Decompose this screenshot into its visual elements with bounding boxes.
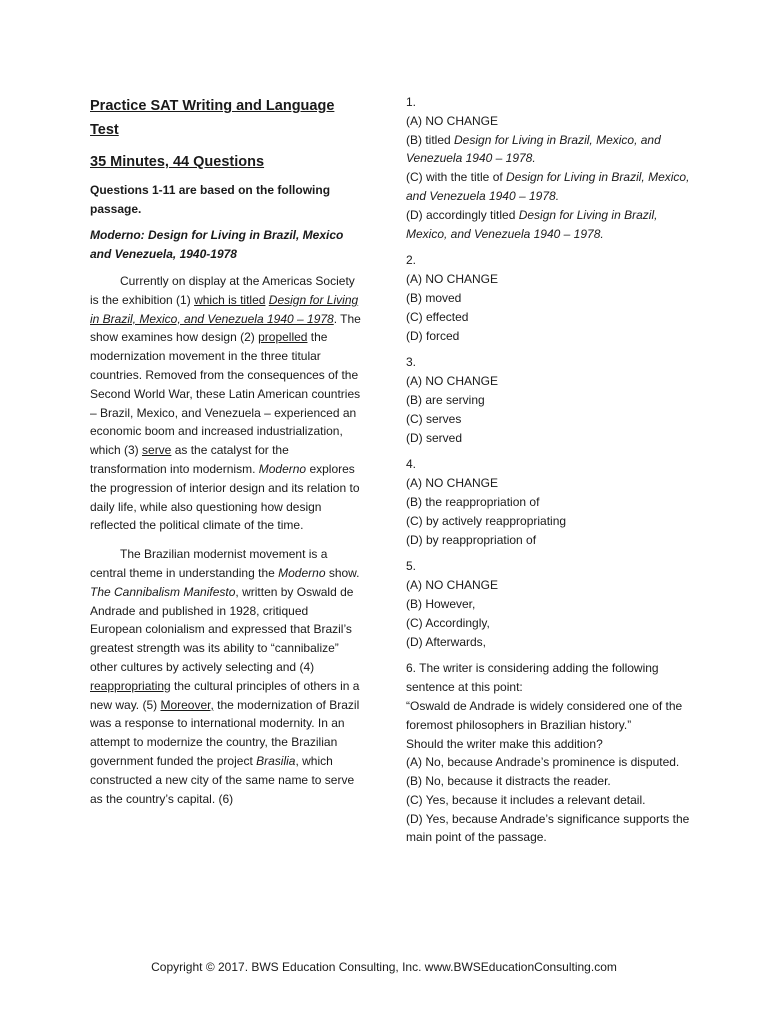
answer-choice: (B) moved <box>406 290 462 305</box>
right-column <box>406 93 698 855</box>
answer-choice: (C) serves <box>406 411 462 426</box>
question-2: 2. (A) NO CHANGE (B) moved (C) effected (D) forced <box>406 251 698 345</box>
copyright-footer: Copyright © 2017. BWS Education Consulting, Inc. www.BWSEducationConsulting.com <box>151 960 617 974</box>
underlined-phrase-2: propelled <box>258 330 308 345</box>
underlined-phrase-3: serve <box>142 443 172 458</box>
passage-intro: Questions 1-11 are based on the following passage. <box>90 183 331 216</box>
question-prompt: Should the writer make this addition? <box>406 736 603 751</box>
answer-choice: (D) accordingly titled Design for Living in Brazil, Mexico, and Venezuela 1940 – 1978. <box>406 207 658 241</box>
question-3: 3. (A) NO CHANGE (B) are serving (C) serves (D) served <box>406 353 698 447</box>
answer-choice: (A) NO CHANGE <box>406 113 499 128</box>
answer-choice: (C) Yes, because it includes a relevant detail. <box>406 792 646 807</box>
left-column <box>90 94 362 818</box>
answer-choice: (B) titled Design for Living in Brazil, Mexico, and Venezuela 1940 – 1978. <box>406 132 661 166</box>
question-5: 5. (A) NO CHANGE (B) However, (C) Accordingly, (D) Afterwards, <box>406 557 698 651</box>
underlined-phrase-5: Moreover, <box>160 697 214 712</box>
exhibition-title: Design for Living in Brazil, Mexico, and Venezuela 1940 – 1978 <box>90 292 359 326</box>
answer-choice: (B) However, <box>406 596 476 611</box>
answer-choice: (A) NO CHANGE <box>406 578 499 593</box>
answer-choice: (D) Afterwards, <box>406 634 487 649</box>
underlined-phrase-4: reappropriating <box>90 678 171 693</box>
answer-choice: (C) Accordingly, <box>406 615 490 630</box>
answer-choice: (D) served <box>406 430 463 445</box>
answer-choice: (A) No, because Andrade’s prominence is disputed. <box>406 755 680 770</box>
question-4: 4. (A) NO CHANGE (B) the reappropriation of (C) by actively reappropriating (D) by reappropriation of <box>406 455 698 549</box>
passage-title: Moderno: Design for Living in Brazil, Mexico and Venezuela, 1940-1978 <box>90 228 344 261</box>
question-6 <box>406 659 698 847</box>
answer-choice: (D) forced <box>406 328 460 343</box>
answer-choice: (C) with the title of Design for Living in Brazil, Mexico, and Venezuela 1940 – 1978. <box>406 170 690 203</box>
answer-choice: (D) by reappropriation of <box>406 532 537 547</box>
question-1: 1. (A) NO CHANGE (B) titled Design for Living in Brazil, Mexico, and Venezuela 1940 – 1978. (C) with the title of Design for Living in Brazil, Mexico, and Venezuela 1940 – 1978. (D) accordingly titled Design for Living in Brazil, Mexico, and Venezuela 1940 – 1978. <box>406 93 698 243</box>
answer-choice: (A) NO CHANGE <box>406 374 499 389</box>
answer-choice: (C) by actively reappropriating <box>406 513 567 528</box>
answer-choice: (A) NO CHANGE <box>406 272 499 287</box>
answer-choice: (B) the reappropriation of <box>406 494 540 509</box>
passage-paragraph-1: Currently on display at the Americas Society is the exhibition (1) which is titled Design for Living in Brazil, Mexico, and Venezuela 1940 – 1978. The show examines how design (2) propelled the modernization movement in the three titular countries. Removed from the consequences of the Second World War, these Latin American countries – Brazil, Mexico, and Venezuela – experienced an economic boom and increased industrialization, which (3) serve as the catalyst for the transformation into modernism. Moderno explores the progression of interior design and its relation to daily life, while also questioning how design reflected the political climate of the time. <box>90 274 361 533</box>
underlined-phrase-1: which is titled <box>194 292 266 307</box>
answer-choice: (B) are serving <box>406 392 485 407</box>
answer-choice: (A) NO CHANGE <box>406 476 499 491</box>
passage-paragraph-2: The Brazilian modernist movement is a central theme in understanding the Moderno show. The Cannibalism Manifesto, written by Oswald de Andrade and published in 1928, critiqued European colonialism and expressed that Brazil’s greatest strength was its ability to “cannibalize” other cultures by actively selecting and (4) reappropriating the cultural principles of others in a new way. (5) Moreover, the modernization of Brazil was a response to international modernity. In an attempt to modernize the country, the Brazilian government funded the project Brasilia, which constructed a new city of the same name to serve as the country’s capital. (6) <box>90 547 360 806</box>
quoted-sentence: “Oswald de Andrade is widely considered one of the foremost philosophers in Brazilian history.” <box>406 698 683 732</box>
answer-choice: (B) No, because it distracts the reader. <box>406 774 611 789</box>
answer-choice: (C) effected <box>406 309 469 324</box>
test-duration-subtitle: 35 Minutes, 44 Questions <box>90 154 265 170</box>
question-stem: 6. The writer is considering adding the following sentence at this point: <box>406 661 659 695</box>
page-title: Practice SAT Writing and Language Test <box>90 98 335 138</box>
answer-choice: (D) Yes, because Andrade’s significance supports the main point of the passage. <box>406 811 690 845</box>
